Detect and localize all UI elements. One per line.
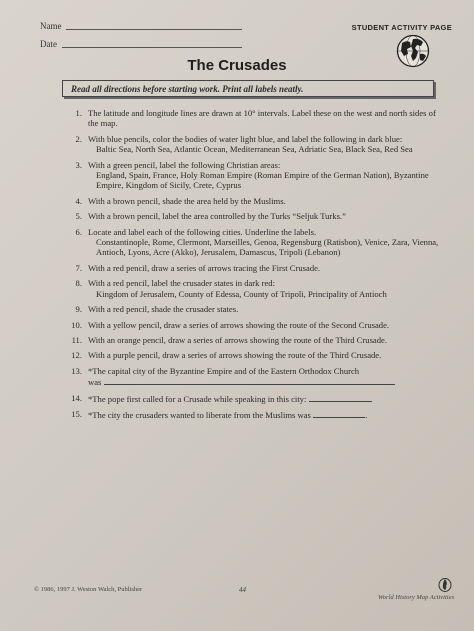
instruction-item: 12. With a purple pencil, draw a series of arrows showing the route of the Third Crusade. bbox=[71, 350, 382, 361]
answer-blank[interactable] bbox=[313, 409, 365, 418]
instruction-item: 9. With a red pencil, shade the crusader states. bbox=[75, 304, 239, 315]
flame-logo-icon bbox=[438, 576, 452, 592]
instruction-item: 5. With a brown pencil, label the area controlled by the Turks “Seljuk Turks.” bbox=[75, 211, 346, 222]
page-title: The Crusades bbox=[187, 57, 287, 74]
instruction-item: 1. The latitude and longitude lines are drawn at 10° intervals. Label these on the west and north sides of the map. bbox=[75, 108, 436, 129]
series-title: World History Map Activities bbox=[377, 594, 454, 601]
instruction-item: 10. With a yellow pencil, draw a series of arrows showing the route of the Second Crusade. bbox=[71, 319, 390, 330]
instruction-item: 2. With blue pencils, color the bodies of water light blue, and label the following in dark blue: Baltic Sea, North Sea, Atlantic Ocean, Mediterranean Sea, Adriatic Sea, Black Sea, Red Sea bbox=[75, 133, 413, 155]
date-label: Date bbox=[40, 39, 57, 49]
instruction-item: 4. With a brown pencil, shade the area held by the Muslims. bbox=[75, 195, 286, 206]
student-activity-page-label: STUDENT ACTIVITY PAGE bbox=[351, 23, 452, 32]
instruction-item: 6. Locate and label each of the following cities. Underline the labels. Constantinople, Rome, Clermont, Marseilles, Genoa, Regensburg (Ratisbon), Venice, Zara, Vienna, Antioch, Lyons, Acre (Akko), Jerusalem, Damascus, Tripoli (Lebanon) bbox=[75, 226, 439, 258]
instruction-item: 14. *The pope first called for a Crusade while speaking in this city: . bbox=[71, 392, 373, 404]
copyright-notice: © 1986, 1997 J. Weston Walch, Publisher bbox=[34, 586, 143, 593]
name-label: Name bbox=[40, 21, 62, 31]
instruction-list bbox=[52, 108, 442, 425]
instruction-item: 8. With a red pencil, label the crusader states in dark red: Kingdom of Jerusalem, County of Edessa, County of Tripoli, Principality of Antioch bbox=[75, 278, 387, 299]
directions-box bbox=[62, 80, 434, 97]
instruction-item: 11. With an orange pencil, draw a series of arrows showing the route of the Third Crusade. bbox=[71, 334, 387, 345]
answer-blank[interactable] bbox=[104, 376, 394, 385]
instruction-item: 7. With a red pencil, draw a series of arrows tracing the First Crusade. bbox=[75, 262, 321, 273]
instruction-item: 15. *The city the crusaders wanted to liberate from the Muslims was . bbox=[71, 408, 368, 420]
answer-blank[interactable] bbox=[309, 393, 371, 402]
instruction-item: 3. With a green pencil, label the following Christian areas: England, Spain, France, Holy Roman Empire (Roman Empire of the German Nation), Byzantine Empire, Kingdom of Sicily, Crete, Cyprus bbox=[75, 159, 429, 191]
name-field-line bbox=[66, 29, 242, 30]
instruction-item: 13. *The capital city of the Byzantine Empire and of the Eastern Orthodox Church was . bbox=[71, 365, 396, 388]
date-field-line bbox=[62, 47, 242, 48]
directions-text: Read all directions before starting work. Print all labels neatly. bbox=[71, 84, 304, 94]
page-number: 44 bbox=[239, 586, 246, 594]
